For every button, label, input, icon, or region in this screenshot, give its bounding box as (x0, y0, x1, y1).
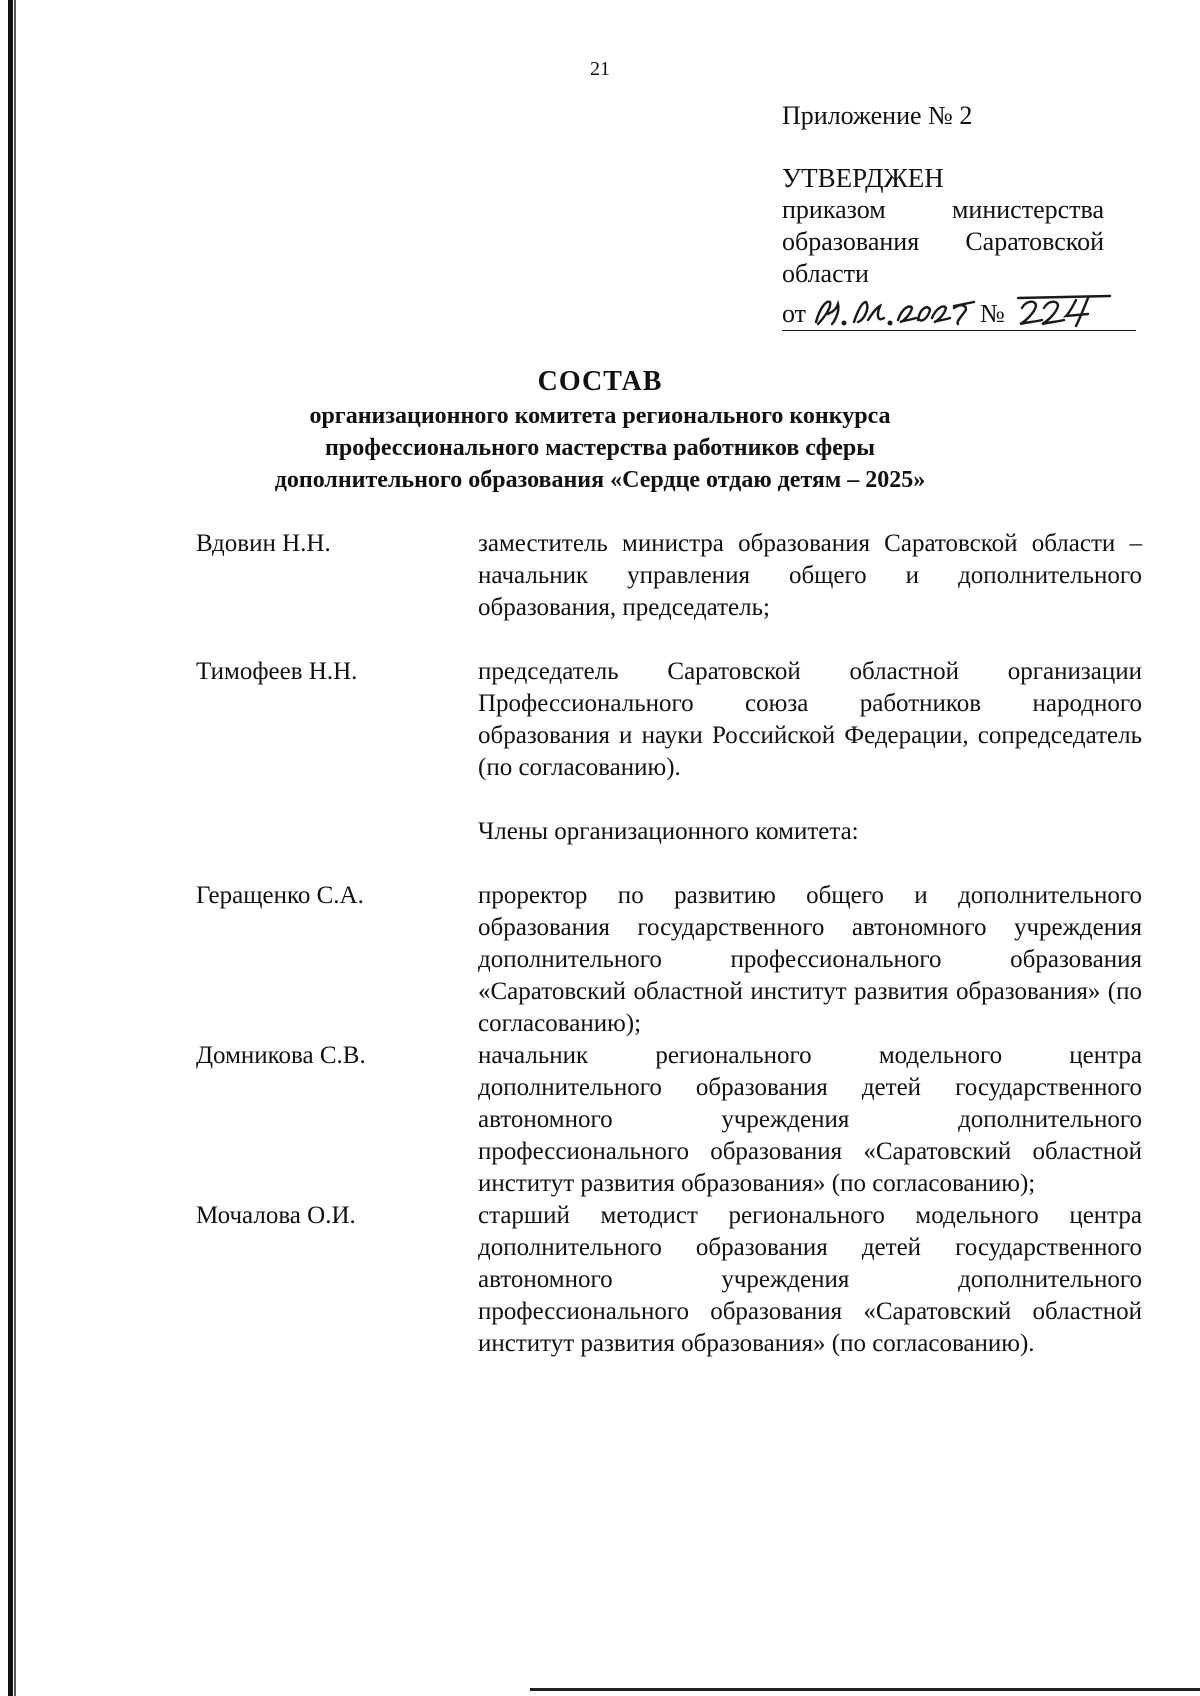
approval-line-2: образования Саратовской (782, 227, 1104, 256)
annex-label: Приложение № 2 (782, 101, 973, 130)
document-title (0, 364, 1200, 496)
member-name: Домникова С.В. (196, 1042, 366, 1069)
title-line-2: профессионального мастерства работников сферы (325, 435, 875, 461)
members-header: Члены организационного комитета: (478, 818, 859, 845)
member-role: председатель Саратовской областной организации Профессионального союза работников народного образования и науки Российской Федерации, сопредседатель (по согласованию). (478, 658, 1142, 781)
member-role: начальник регионального модельного центра дополнительного образования детей государственного автономного учреждения дополнительного профессионального образования «Саратовский областной институт развития образования» (по согласованию); (478, 1042, 1142, 1197)
approval-line-1: приказом министерства (782, 195, 1104, 224)
member-role: проректор по развитию общего и дополнительного образования государственного автономного учреждения дополнительного профессионального образования «Саратовский областной институт развития образования» (по согласованию); (478, 882, 1142, 1037)
title-line-1: организационного комитета регионального конкурса (309, 403, 891, 429)
member-row (196, 656, 1142, 784)
handwritten-date (810, 294, 980, 328)
member-row (196, 880, 1142, 1040)
from-label: от (782, 299, 807, 328)
member-name: Вдовин Н.Н. (196, 530, 331, 557)
member-row (196, 528, 1142, 624)
committee-list (196, 528, 1142, 1360)
member-name: Мочалова О.И. (196, 1202, 356, 1229)
member-role: заместитель министра образования Саратовской области – начальник управления общего и дополнительного образования, председатель; (478, 530, 1142, 621)
scan-edge (8, 0, 13, 1696)
approval-line-3: области (782, 259, 869, 288)
member-name: Тимофеев Н.Н. (196, 658, 358, 685)
approved-label: УТВЕРДЖЕН (782, 163, 944, 193)
scan-bottom-mark (530, 1688, 1200, 1691)
title-main: СОСТАВ (537, 366, 663, 397)
approval-block (782, 100, 1104, 331)
number-sign: № (980, 299, 1005, 328)
handwritten-number (1014, 294, 1114, 328)
member-name: Геращенко С.А. (196, 882, 364, 909)
member-role: старший методист регионального модельного центра дополнительного образования детей государственного автономного учреждения дополнительного профессионального образования «Саратовский областной институт развития образования» (по согласованию). (478, 1202, 1142, 1357)
member-row (196, 1200, 1142, 1360)
order-date-number-line (782, 294, 1136, 331)
title-line-3: дополнительного образования «Сердце отдаю детям – 2025» (274, 467, 926, 493)
member-row (196, 1040, 1142, 1200)
page-number: 21 (590, 58, 610, 80)
scan-edge-shadow (14, 0, 16, 1696)
